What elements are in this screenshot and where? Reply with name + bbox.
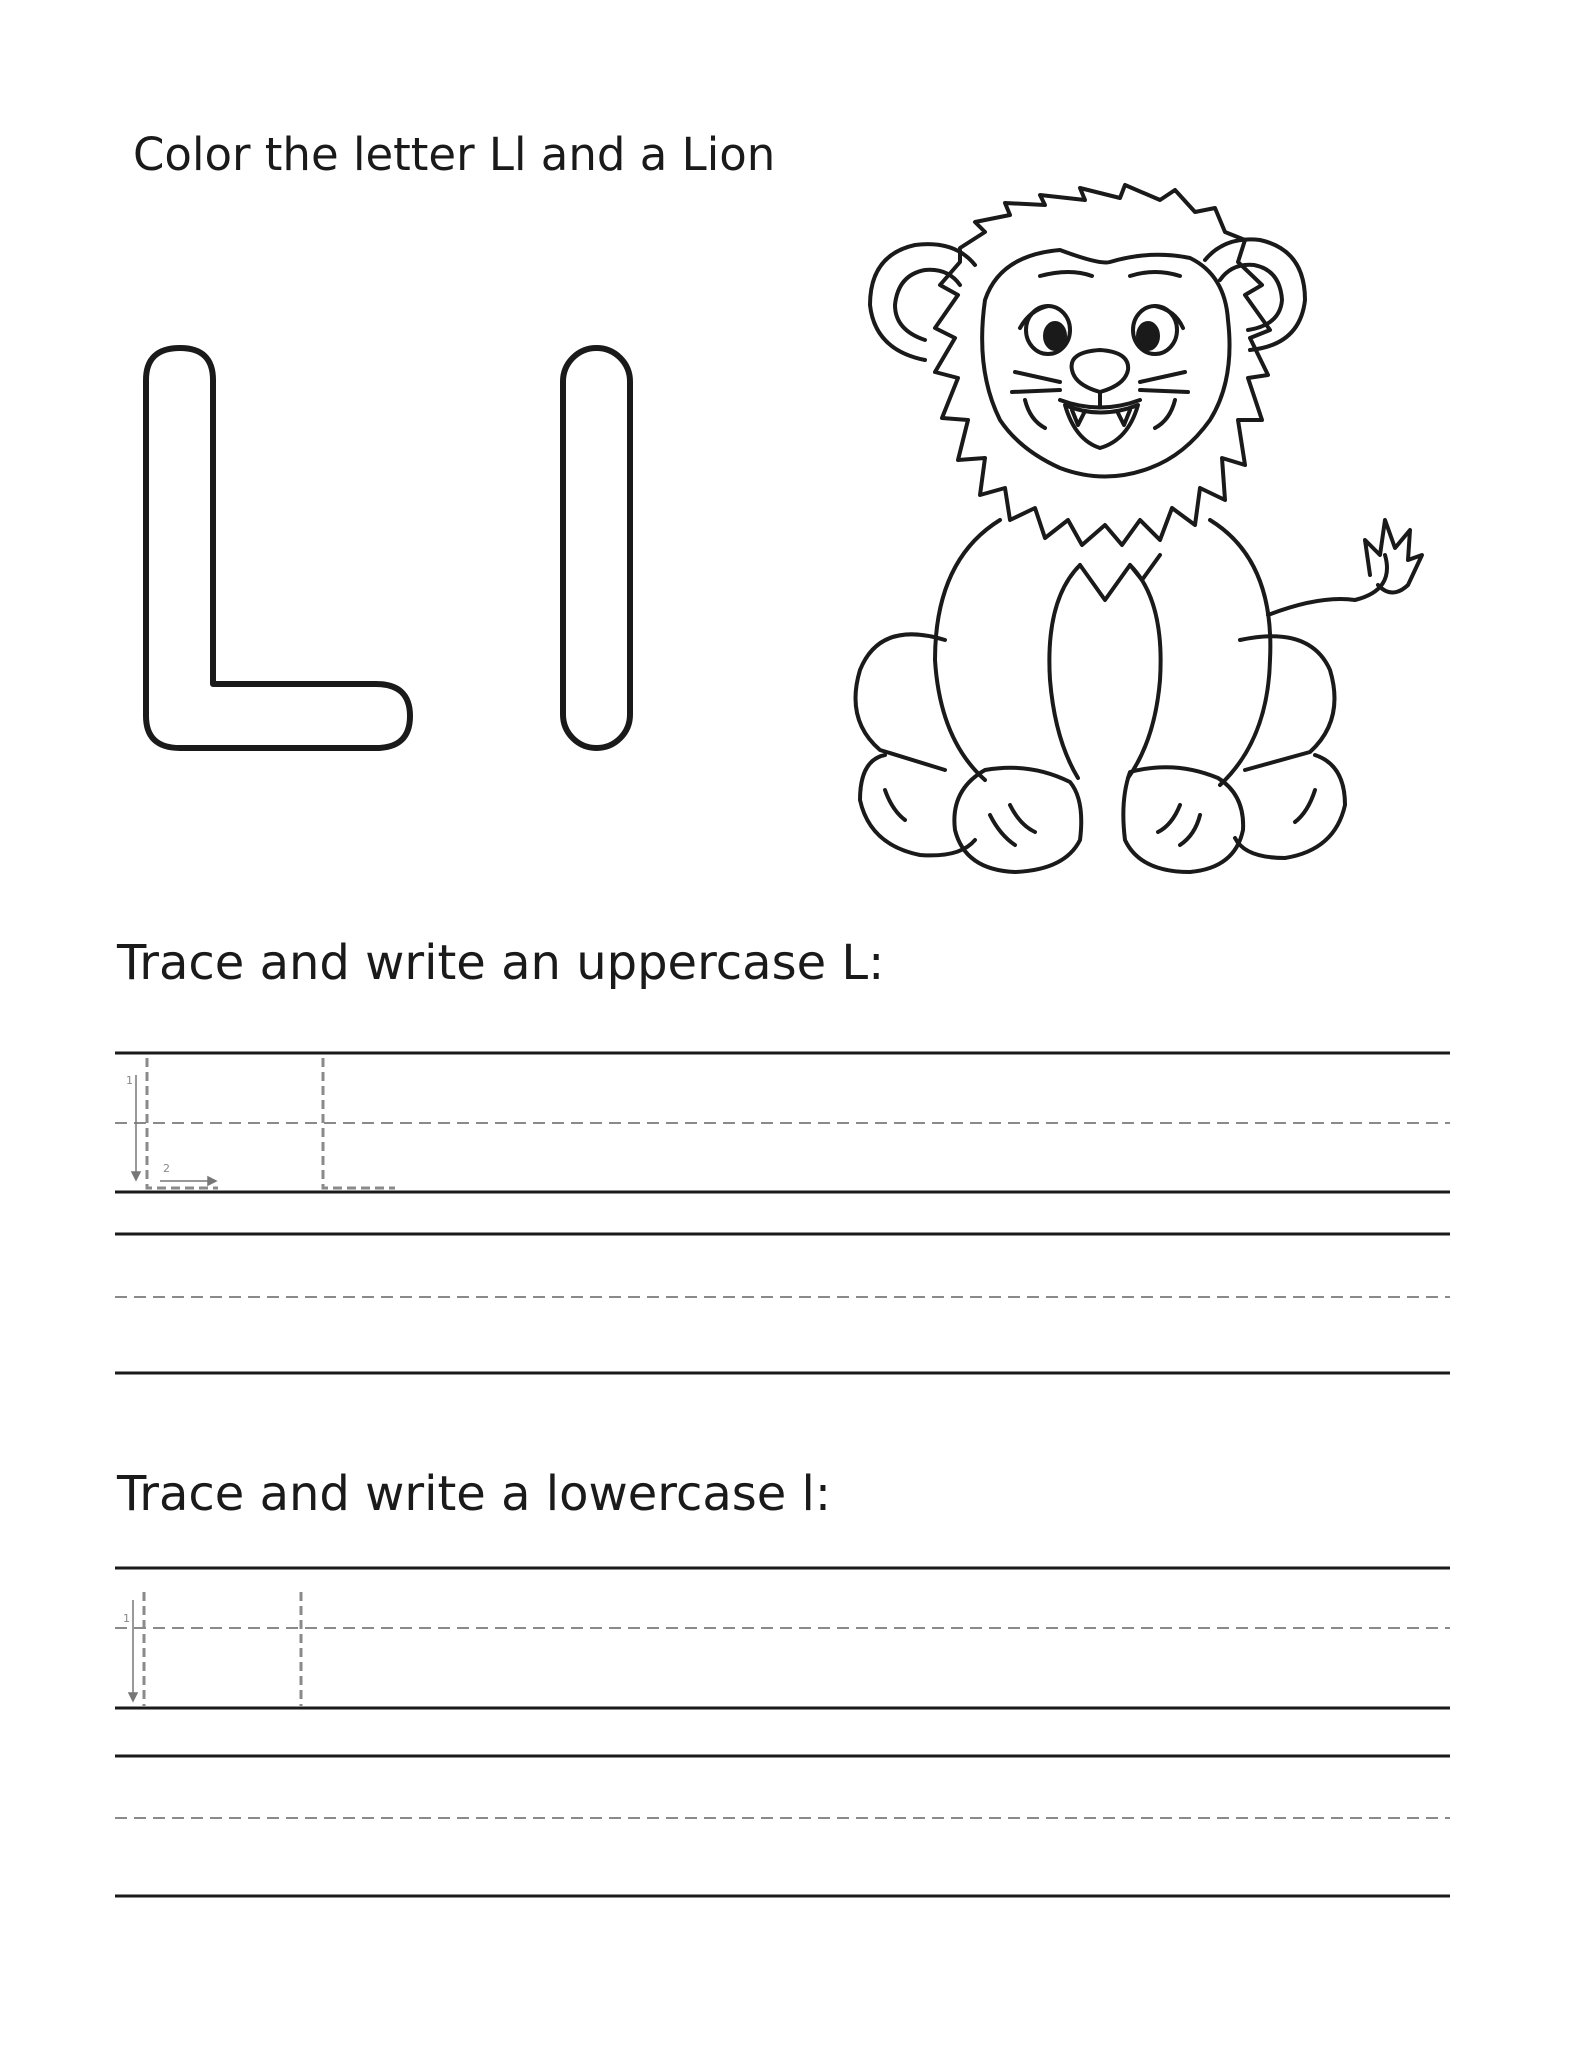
stroke-direction-arrow xyxy=(129,1600,137,1701)
page-title: Color the letter Ll and a Lion xyxy=(133,128,776,181)
uppercase-section-heading: Trace and write an uppercase L: xyxy=(117,935,885,991)
stroke-number-1: 1 xyxy=(126,1074,133,1087)
lowercase-section-heading: Trace and write a lowercase l: xyxy=(117,1466,832,1522)
stroke-number-2: 2 xyxy=(163,1162,170,1175)
stroke-number-1: 1 xyxy=(123,1612,130,1625)
